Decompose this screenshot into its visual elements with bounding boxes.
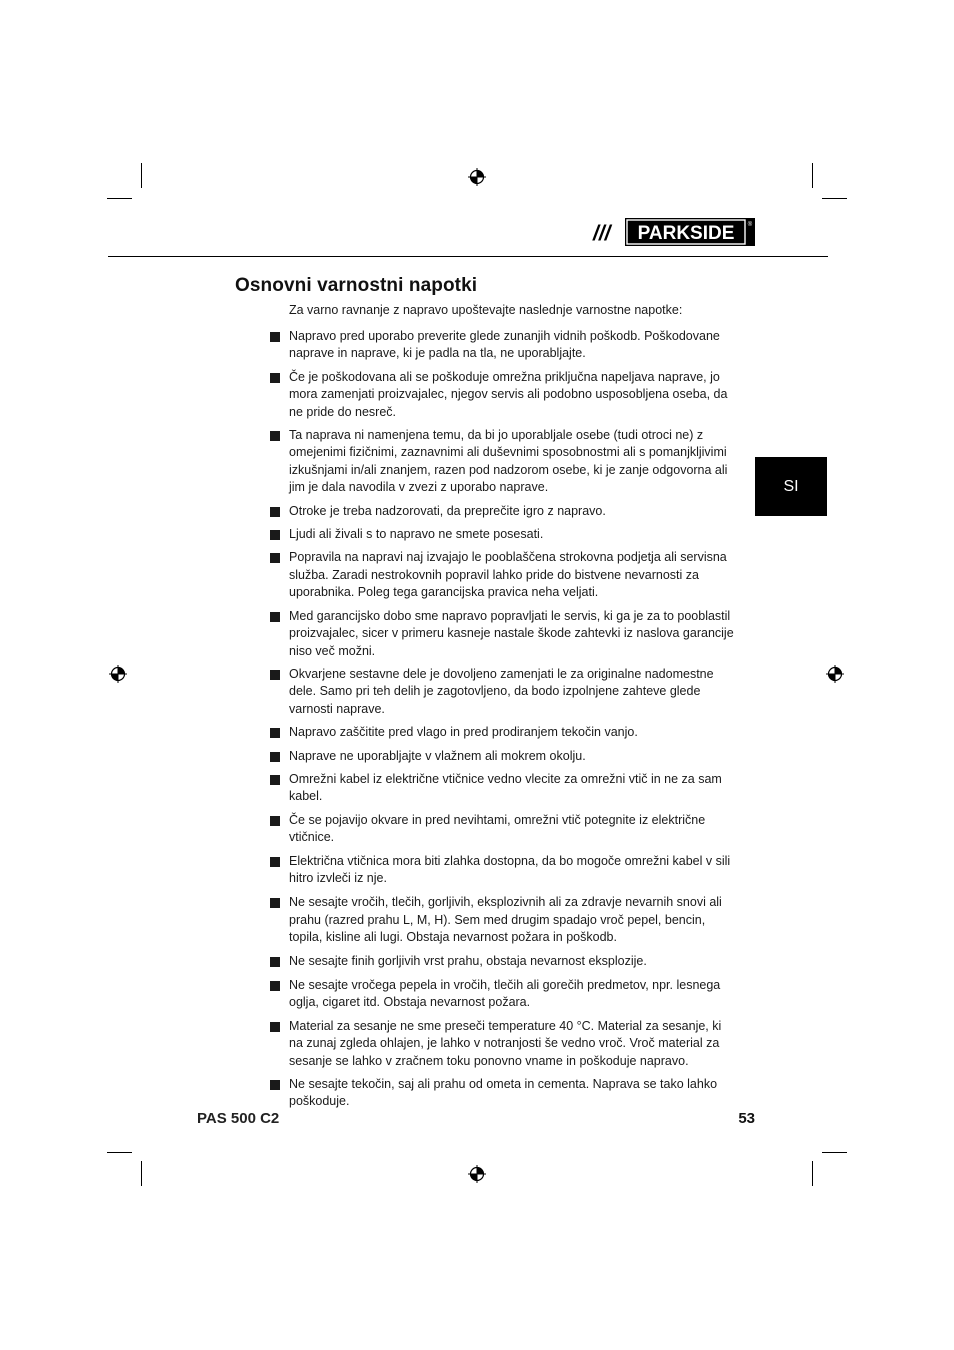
svg-text:®: ® <box>747 222 753 228</box>
crop-mark-bottom-right-h <box>822 1152 847 1153</box>
bullet-square-icon <box>270 553 280 563</box>
bullet-square-icon <box>270 981 280 991</box>
list-item-text: Ta naprava ni namenjena temu, da bi jo uporabljale osebe (tudi otroci ne) z omejenimi fizičnimi, zaznavnimi ali duševnimi sposobnostmi ali s pomanjkljivimi izkušnjami in/ali znanjem, razen pod nadzorom osebe, ki je zanje odgovorna ali jim je dala navodila v zvezi z uporabo naprave. <box>289 428 728 495</box>
bullet-square-icon <box>270 670 280 680</box>
list-item-text: Napravo pred uporabo preverite glede zunanjih vidnih poškodb. Poškodovane naprave in naprave, ki je padla na tla, ne uporabljajte. <box>289 329 720 361</box>
header-rule <box>108 256 828 257</box>
list-item-text: Naprave ne uporabljajte v vlažnem ali mokrem okolju. <box>289 748 586 763</box>
crop-mark-top-right-v <box>812 163 813 188</box>
language-tab-label: SI <box>783 477 799 495</box>
bullet-square-icon <box>270 1080 280 1090</box>
bullet-square-icon <box>270 857 280 867</box>
bullet-square-icon <box>270 816 280 826</box>
bullet-square-icon <box>270 530 280 540</box>
crop-mark-top-left-v <box>141 163 142 188</box>
intro-text: Za varno ravnanje z napravo upoštevajte naslednje varnostne napotke: <box>289 303 683 317</box>
list-item-text: Napravo zaščitite pred vlago in pred prodiranjem tekočin vanjo. <box>289 725 638 740</box>
bullet-square-icon <box>270 612 280 622</box>
list-item <box>268 894 736 946</box>
parkside-logo <box>592 218 755 246</box>
safety-instructions-list <box>268 328 736 1111</box>
crop-mark-top-right-h <box>822 198 847 199</box>
bullet-square-icon <box>270 957 280 967</box>
list-item-text: Ne sesajte finih gorljivih vrst prahu, obstaja nevarnost eksplozije. <box>289 953 647 968</box>
list-item-text: Ne sesajte vročih, tlečih, gorljivih, eksplozivnih ali za zdravje nevarnih snovi ali prahu (razred prahu L, M, H). Sem med drugim spadajo vroč pepel, bencin, topila, kisline ali lugi. Obstaja nevarnost požara in poškodb. <box>289 895 722 945</box>
list-item <box>268 526 736 543</box>
crop-mark-bottom-left-h <box>107 1152 132 1153</box>
bullet-square-icon <box>270 431 280 441</box>
list-item-text: Če je poškodovana ali se poškoduje omrežna priključna napeljava naprave, jo mora zamenjati proizvajalec, njegov servis ali podobno usposobljena oseba, da ne pride do nesreč. <box>289 369 728 419</box>
bullet-square-icon <box>270 373 280 383</box>
list-item <box>268 549 736 601</box>
list-item <box>268 748 736 765</box>
list-item-text: Ljudi ali živali s to napravo ne smete posesati. <box>289 527 544 542</box>
registration-mark-icon <box>109 665 127 683</box>
list-item-text: Med garancijsko dobo sme napravo popravljati le servis, ki ga je za to pooblastil proizvajalec, sicer v primeru kasneje nastale škode zahtevki iz naslova garancije niso več možni. <box>289 608 734 658</box>
registration-mark-icon <box>468 168 486 186</box>
list-item <box>268 771 736 806</box>
list-item <box>268 427 736 497</box>
list-item <box>268 977 736 1012</box>
crop-mark-bottom-left-v <box>141 1161 142 1186</box>
bullet-square-icon <box>270 728 280 738</box>
list-item-text: Material za sesanje ne sme preseči temperature 40 °C. Material za sesanje, ki na zunaj zgleda ohlajen, je lahko v notranjosti še vedno vroč. Vroč material za sesanje se lahko v zračnem toku ponovno vname in poškoduje napravo. <box>289 1018 722 1068</box>
list-item <box>268 328 736 363</box>
list-item-text: Okvarjene sestavne dele je dovoljeno zamenjati le za originalne nadomestne dele. Samo pri teh delih je zagotovljeno, da bodo izpolnjene zahteve glede varnosti naprave. <box>289 666 714 716</box>
list-item <box>268 1018 736 1070</box>
list-item-text: Če se pojavijo okvare in pred nevihtami, omrežni vtič potegnite iz električne vtičnice. <box>289 812 706 845</box>
footer-page-number: 53 <box>738 1110 755 1127</box>
list-item <box>268 608 736 660</box>
registration-mark-icon <box>826 665 844 683</box>
logo-slashes: /// <box>593 222 611 245</box>
list-item <box>268 953 736 970</box>
bullet-square-icon <box>270 752 280 762</box>
footer-model: PAS 500 C2 <box>197 1110 280 1127</box>
bullet-square-icon <box>270 1022 280 1032</box>
list-item <box>268 666 736 718</box>
list-item-text: Ne sesajte vročega pepela in vročih, tlečih ali gorečih predmetov, npr. lesnega oglja, cigaret itd. Obstaja nevarnost požara. <box>289 978 721 1010</box>
list-item-text: Ne sesajte tekočin, saj ali prahu od ometa in cementa. Naprava se tako lahko poškoduje. <box>289 1077 718 1109</box>
list-item-text: Omrežni kabel iz električne vtičnice vedno vlecite za omrežni vtič in ne za sam kabel. <box>289 771 722 804</box>
list-item <box>268 724 736 741</box>
registration-mark-icon <box>468 1165 486 1183</box>
list-item-text: Električna vtičnica mora biti zlahka dostopna, da bo mogoče omrežni kabel v sili hitro izvleči iz nje. <box>289 853 731 885</box>
logo-wordmark: PARKSIDE <box>637 223 735 244</box>
bullet-square-icon <box>270 332 280 342</box>
list-item <box>268 503 736 520</box>
list-item <box>268 369 736 421</box>
list-item-text: Popravila na napravi naj izvajajo le pooblaščena strokovna podjetja ali servisna služba. Zaradi nestrokovnih popravil lahko pride do bistvene nevarnosti za uporabnika. Poleg tega garancijska pravica neha veljati. <box>289 550 727 600</box>
bullet-square-icon <box>270 898 280 908</box>
page-title: Osnovni varnostni napotki <box>235 275 478 296</box>
list-item <box>268 853 736 888</box>
list-item <box>268 812 736 847</box>
crop-mark-bottom-right-v <box>812 1161 813 1186</box>
bullet-square-icon <box>270 507 280 517</box>
bullet-square-icon <box>270 775 280 785</box>
language-tab <box>755 457 827 516</box>
list-item <box>268 1076 736 1111</box>
crop-mark-top-left-h <box>107 198 132 199</box>
list-item-text: Otroke je treba nadzorovati, da preprečite igro z napravo. <box>289 503 606 518</box>
